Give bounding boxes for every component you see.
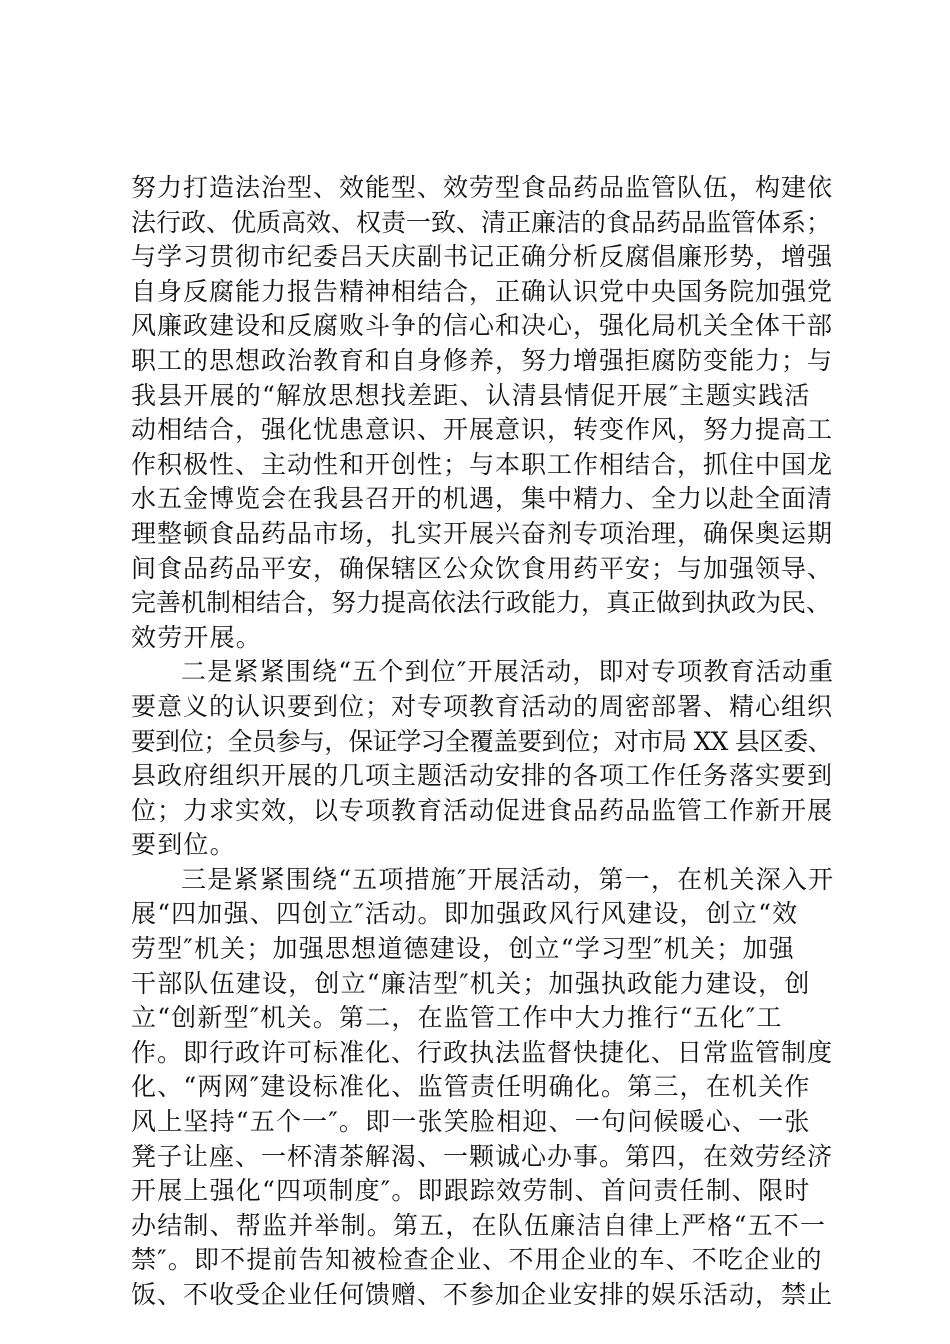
text-line: 要意义的认识要到位；对专项教育活动的周密部署、精心组织: [131, 691, 834, 721]
text-line: 干部队伍建设，创立“廉洁型″机关；加强执政能力建设，创: [131, 968, 811, 998]
text-line: 开展上强化“四项制度″。即跟踪效劳制、首问责任制、限时: [131, 1176, 811, 1206]
text-line: 立“创新型″机关。第二，在监管工作中大力推行“五化″工: [131, 1003, 783, 1033]
text-line: 间食品药品平安，确保辖区公众饮食用药平安；与加强领导、: [131, 553, 834, 583]
text-line: 自身反腐能力报告精神相结合，正确认识党中央国务院加强党: [131, 276, 834, 306]
text-line: 效劳开展。: [131, 622, 263, 652]
paragraph-p2: [131, 655, 835, 863]
text-line: 完善机制相结合，努力提高依法行政能力，真正做到执政为民、: [131, 588, 832, 618]
text-line: 法行政、优质高效、权责一致、清正廉洁的食品药品监管体系；: [131, 207, 832, 237]
text-line: 与学习贯彻市纪委吕天庆副书记正确分析反腐倡廉形势，增强: [131, 242, 834, 272]
text-line: 劳型″机关；加强思想道德建设，创立“学习型″机关；加强: [131, 934, 795, 964]
text-line: 化、“两网″建设标准化、监管责任明确化。第三，在机关作: [131, 1072, 811, 1102]
text-line: 职工的思想政治教育和自身修养，努力增强拒腐防变能力；与: [131, 345, 834, 375]
text-line: 风上坚持“五个一″。即一张笑脸相迎、一句问候暖心、一张: [131, 1107, 811, 1137]
text-line: 位；力求实效，以专项教育活动促进食品药品监管工作新开展: [131, 795, 834, 825]
text-line: 水五金博览会在我县召开的机遇，集中精力、全力以赴全面清: [131, 484, 834, 514]
text-line: 办结制、帮监并举制。第五，在队伍廉洁自律上严格“五不一: [131, 1210, 827, 1240]
text-line: 县政府组织开展的几项主题活动安排的各项工作任务落实要到: [131, 761, 834, 791]
text-line: 作。即行政许可标准化、行政执法监督快捷化、日常监管制度: [131, 1037, 834, 1067]
paragraph-p3: [131, 863, 835, 1313]
text-line: 我县开展的“解放思想找差距、认清县情促开展″主题实践活: [131, 380, 811, 410]
text-line: 饭、不收受企业任何馈赠、不参加企业安排的娱乐活动，禁止: [131, 1280, 834, 1309]
text-line: 要到位；全员参与，保证学习全覆盖要到位；对市局 XX 县区委、: [131, 726, 832, 756]
text-line: 凳子让座、一杯清茶解渴、一颗诚心办事。第四，在效劳经济: [131, 1141, 834, 1171]
text-line: 风廉政建设和反腐败斗争的信心和决心，强化局机关全体干部: [131, 311, 834, 341]
text-line: 禁″。即不提前告知被检查企业、不用企业的车、不吃企业的: [131, 1245, 823, 1275]
text-line: 要到位。: [131, 830, 236, 860]
paragraph-p1: [131, 171, 834, 655]
text-line: 三是紧紧围绕“五项措施″开展活动，第一，在机关深入开: [181, 864, 835, 894]
text-line: 努力打造法治型、效能型、效劳型食品药品监管队伍，构建依: [131, 173, 834, 202]
text-line: 理整顿食品药品市场，扎实开展兴奋剂专项治理，确保奥运期: [131, 518, 834, 548]
document-body-text: [131, 171, 835, 1313]
text-line: 展“四加强、四创立″活动。即加强政风行风建设，创立“效: [131, 899, 799, 929]
text-line: 作积极性、主动性和开创性；与本职工作相结合，抓住中国龙: [131, 449, 834, 479]
text-line: 二是紧紧围绕“五个到位″开展活动，即对专项教育活动重: [181, 657, 835, 687]
text-line: 动相结合，强化忧患意识、开展意识，转变作风，努力提高工: [131, 415, 834, 445]
